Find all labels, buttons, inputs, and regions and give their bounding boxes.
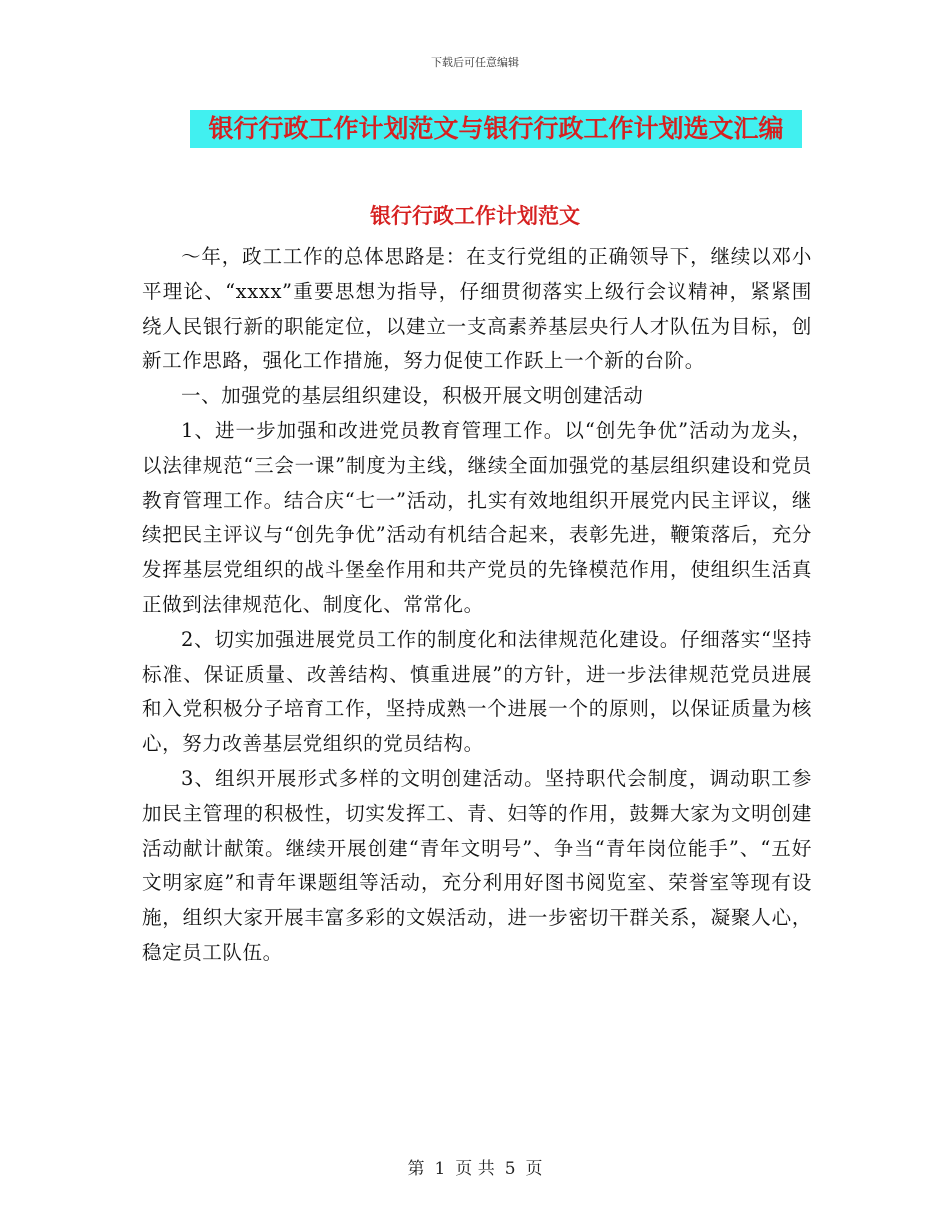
paragraph-heading-1: 一、加强党的基层组织建设，积极开展文明创建活动 [181,384,644,408]
paragraph-item-2: 2、切实加强进展党员工作的制度化和法律规范化建设。仔细落实“坚持标准、保证质量、改善结构、慎重进展”的方针，进一步法律规范党员进展和入党积极分子培育工作，坚持成熟一个进展一个的原则，以保证质量为核心，努力改善基层党组织的党员结构。 [142,627,812,756]
footer-suffix: 页 [525,1159,543,1179]
paragraph-item-1: 1、进一步加强和改进党员教育管理工作。以“创先争优”活动为龙头，以法律规范“三会一课”制度为主线，继续全面加强党的基层组织建设和党员教育管理工作。结合庆“七一”活动，扎实有效地组织开展党内民主评议，继续把民主评议与“创先争优”活动有机结合起来，表彰先进，鞭策落后，充分发挥基层党组织的战斗堡垒作用和共产党员的先锋模范作用，使组织生活真正做到法律规范化、制度化、常常化。 [142,418,812,616]
document-title: 银行行政工作计划范文与银行行政工作计划选文汇编 [208,114,784,143]
footer-mid: 页 共 [455,1159,495,1179]
footer-current-page: 1 [434,1159,446,1179]
section-title: 银行行政工作计划范文 [370,203,580,228]
page-footer [0,1154,950,1179]
header-note: 下载后可任意编辑 [431,56,519,69]
document-body [142,240,812,971]
paragraph-intro: ～年，政工工作的总体思路是：在支行党组的正确领导下，继续以邓小平理论、“xxxx”重要思想为指导，仔细贯彻落实上级行会议精神，紧紧围绕人民银行新的职能定位，以建立一支高素养基层央行人才队伍为目标，创新工作思路，强化工作措施，努力促使工作跃上一个新的台阶。 [142,245,812,373]
footer-total-pages: 5 [504,1159,516,1179]
paragraph-item-3: 3、组织开展形式多样的文明创建活动。坚持职代会制度，调动职工参加民主管理的积极性，切实发挥工、青、妇等的作用，鼓舞大家为文明创建活动献计献策。继续开展创建“青年文明号”、争当“青年岗位能手”、“五好文明家庭”和青年课题组等活动，充分利用好图书阅览室、荣誉室等现有设施，组织大家开展丰富多彩的文娱活动，进一步密切干群关系，凝聚人心，稳定员工队伍。 [142,766,812,964]
footer-prefix: 第 [407,1159,425,1179]
